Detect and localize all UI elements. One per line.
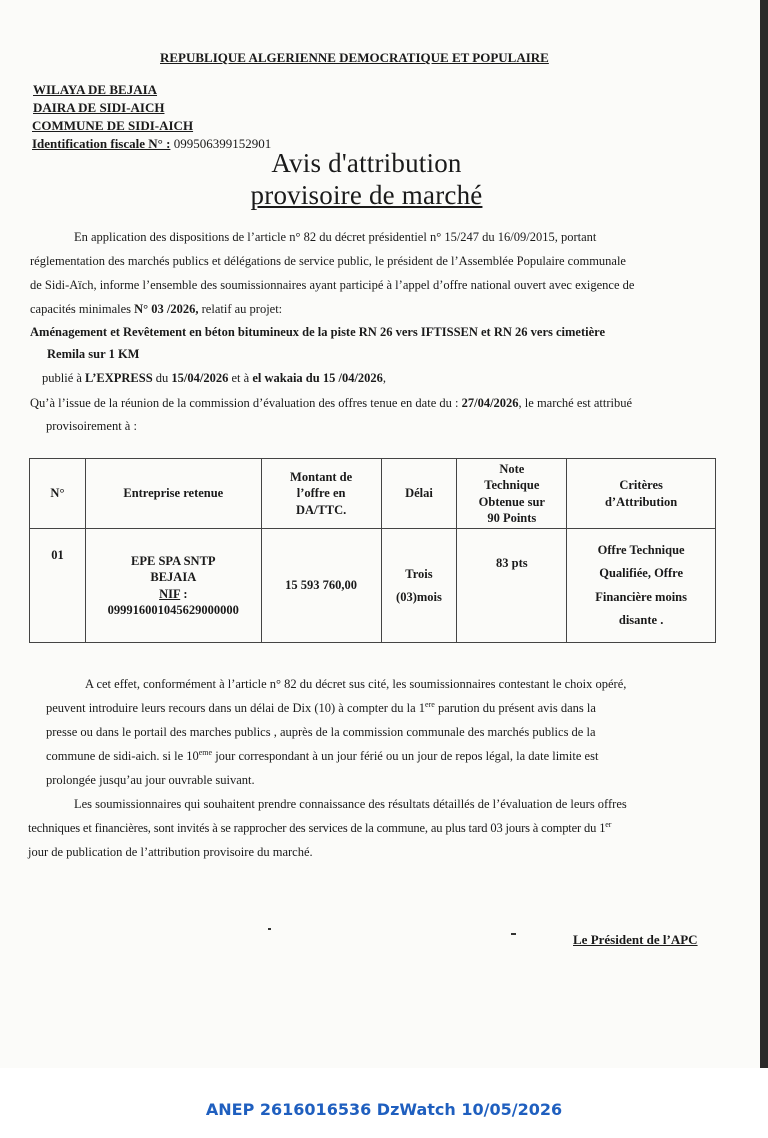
- header-criteria-l2: d’Attribution: [604, 494, 678, 509]
- commission-line-2: provisoirement à :: [46, 419, 137, 433]
- recourse-line-2: [46, 701, 596, 716]
- results-line-3: jour de publication de l’attribution provisoire du marché.: [28, 845, 313, 859]
- ink-speck: [511, 933, 516, 935]
- daira-label: DAIRA DE SIDI-AICH: [33, 100, 165, 115]
- company-name: EPE SPA SNTP: [131, 554, 216, 568]
- nif-colon: :: [180, 586, 188, 601]
- commune-label: COMMUNE DE SIDI-AICH: [32, 118, 194, 133]
- criteria-l2: Qualifiée, Offre: [599, 566, 683, 581]
- criteria-l4: disante .: [618, 612, 664, 627]
- project-line-1: Aménagement et Revêtement en béton bitumineux de la piste RN 26 vers IFTISSEN et RN 26 vers cimetière: [30, 325, 606, 339]
- delay-l2: (03)mois: [396, 589, 442, 604]
- results-line-2: [28, 821, 611, 836]
- commission-suffix: , le marché est attribué: [518, 396, 633, 410]
- criteria-l1: Offre Technique: [597, 543, 685, 558]
- header-amount: [261, 459, 381, 529]
- header-amount-l3: DA/TTC.: [295, 502, 347, 517]
- header-note-l4: 90 Points: [487, 510, 537, 525]
- row-num: 01: [30, 529, 86, 643]
- signature-label: Le Président de l’APC: [573, 932, 698, 947]
- row-amount: 15 593 760,00: [261, 529, 381, 643]
- intro-line-2: réglementation des marchés publics et délégations de service public, le président de l’Assemblée Populaire communale: [30, 254, 626, 268]
- header-num: N°: [30, 459, 86, 529]
- table-row: [30, 529, 716, 643]
- fiscal-id-label: Identification fiscale N° :: [32, 136, 171, 151]
- recourse-l4-suffix: jour correspondant à un jour férié ou un jour de repos légal, la date limite est: [212, 749, 599, 763]
- commission-line-1: [30, 396, 632, 411]
- publication-line: [42, 371, 386, 386]
- recourse-l2-suffix: parution du présent avis dans la: [434, 701, 596, 715]
- intro-line-4-prefix: capacités minimales: [30, 302, 135, 316]
- recourse-l2-sup: ere: [425, 699, 435, 709]
- recourse-line-4: [46, 749, 598, 764]
- wilaya-label: WILAYA DE BEJAIA: [33, 82, 158, 97]
- ink-speck: [268, 928, 271, 930]
- nif-label: NIF: [159, 586, 181, 601]
- publication-mid-2: et à: [228, 371, 253, 385]
- delay-l1: Trois: [405, 567, 433, 581]
- publication-mid-1: du: [152, 371, 172, 385]
- header-note-l3: Obtenue sur: [478, 494, 545, 509]
- results-l2-sup: er: [605, 819, 612, 829]
- header-amount-l2: l’offre en: [296, 486, 346, 501]
- republic-header: REPUBLIQUE ALGERIENNE DEMOCRATIQUE ET POPULAIRE: [160, 50, 549, 65]
- company-nif-label-line: [90, 586, 257, 602]
- intro-line-1: En application des dispositions de l’article n° 82 du décret présidentiel n° 15/247 du 16/09/2015, portant: [74, 230, 597, 244]
- notice-title-line2: [0, 180, 733, 211]
- header-note-l1: Note: [499, 462, 525, 476]
- header-criteria: [567, 459, 716, 529]
- notice-title-line1: Avis d'attribution: [271, 148, 462, 178]
- award-table: [29, 458, 716, 643]
- watermark-text: ANEP 2616016536 DzWatch 10/05/2026: [205, 1100, 563, 1119]
- newspaper-2: el wakaia du: [252, 371, 320, 385]
- publication-date-2: 15 /04/2026: [319, 371, 383, 385]
- fiscal-id-value: 099506399152901: [170, 136, 272, 151]
- company-city: BEJAIA: [150, 570, 197, 585]
- recourse-line-5: prolongée jusqu’au jour ouvrable suivant.: [46, 773, 255, 787]
- row-delay: [381, 529, 457, 643]
- commission-date: 27/04/2026: [461, 396, 519, 410]
- header-criteria-l1: Critères: [619, 478, 663, 493]
- recourse-l2-prefix: peuvent introduire leurs recours dans un délai de Dix (10) à compter du la 1: [46, 701, 426, 715]
- row-company: [85, 529, 261, 643]
- row-note: 83 pts: [457, 529, 567, 643]
- results-line-1: Les soumissionnaires qui souhaitent prendre connaissance des résultats détaillés de l’évaluation de leurs offres: [74, 797, 627, 811]
- tender-number: N° 03 /2026,: [134, 302, 199, 316]
- publication-date-1: 15/04/2026: [171, 371, 229, 385]
- award-table-header-row: [30, 459, 716, 529]
- header-delay: Délai: [381, 459, 457, 529]
- recourse-l4-prefix: commune de sidi-aich. si le 10: [46, 749, 199, 763]
- publication-suffix: ,: [382, 371, 387, 385]
- recourse-line-1: A cet effet, conformément à l’article n° 82 du décret sus cité, les soumissionnaires contestant le choix opéré,: [85, 677, 627, 691]
- criteria-l3: Financière moins: [595, 589, 687, 604]
- row-criteria: [567, 529, 716, 643]
- publication-prefix: publié à: [42, 371, 86, 385]
- recourse-l4-sup: eme: [198, 747, 213, 757]
- header-company: Entreprise retenue: [85, 459, 261, 529]
- header-note-l2: Technique: [484, 478, 540, 493]
- commission-prefix: Qu’à l’issue de la réunion de la commission d’évaluation des offres tenue en date du :: [30, 396, 462, 410]
- company-nif: 099916001045629000000: [107, 602, 239, 617]
- intro-line-4-suffix: relatif au projet:: [198, 302, 283, 316]
- recourse-line-3: presse ou dans le portail des marches publics , auprès de la commission communale des marchés publics de la: [46, 725, 596, 739]
- notice-title-underlined: provisoire de marché: [250, 180, 483, 210]
- newspaper-1: L’EXPRESS: [85, 371, 153, 385]
- results-l2-prefix: techniques et financières, sont invités à se rapprocher des services de la commune, au plus tard 03 jours à compter du 1: [28, 821, 606, 835]
- intro-line-4: [30, 302, 282, 317]
- intro-line-3: de Sidi-Aïch, informe l’ensemble des soumissionnaires ayant participé à l’appel d’offre national ouvert avec exigence de: [30, 278, 635, 292]
- header-note: [457, 459, 567, 529]
- scan-edge: [760, 0, 768, 1068]
- project-line-2: Remila sur 1 KM: [47, 347, 140, 361]
- header-amount-l1: Montant de: [290, 470, 353, 485]
